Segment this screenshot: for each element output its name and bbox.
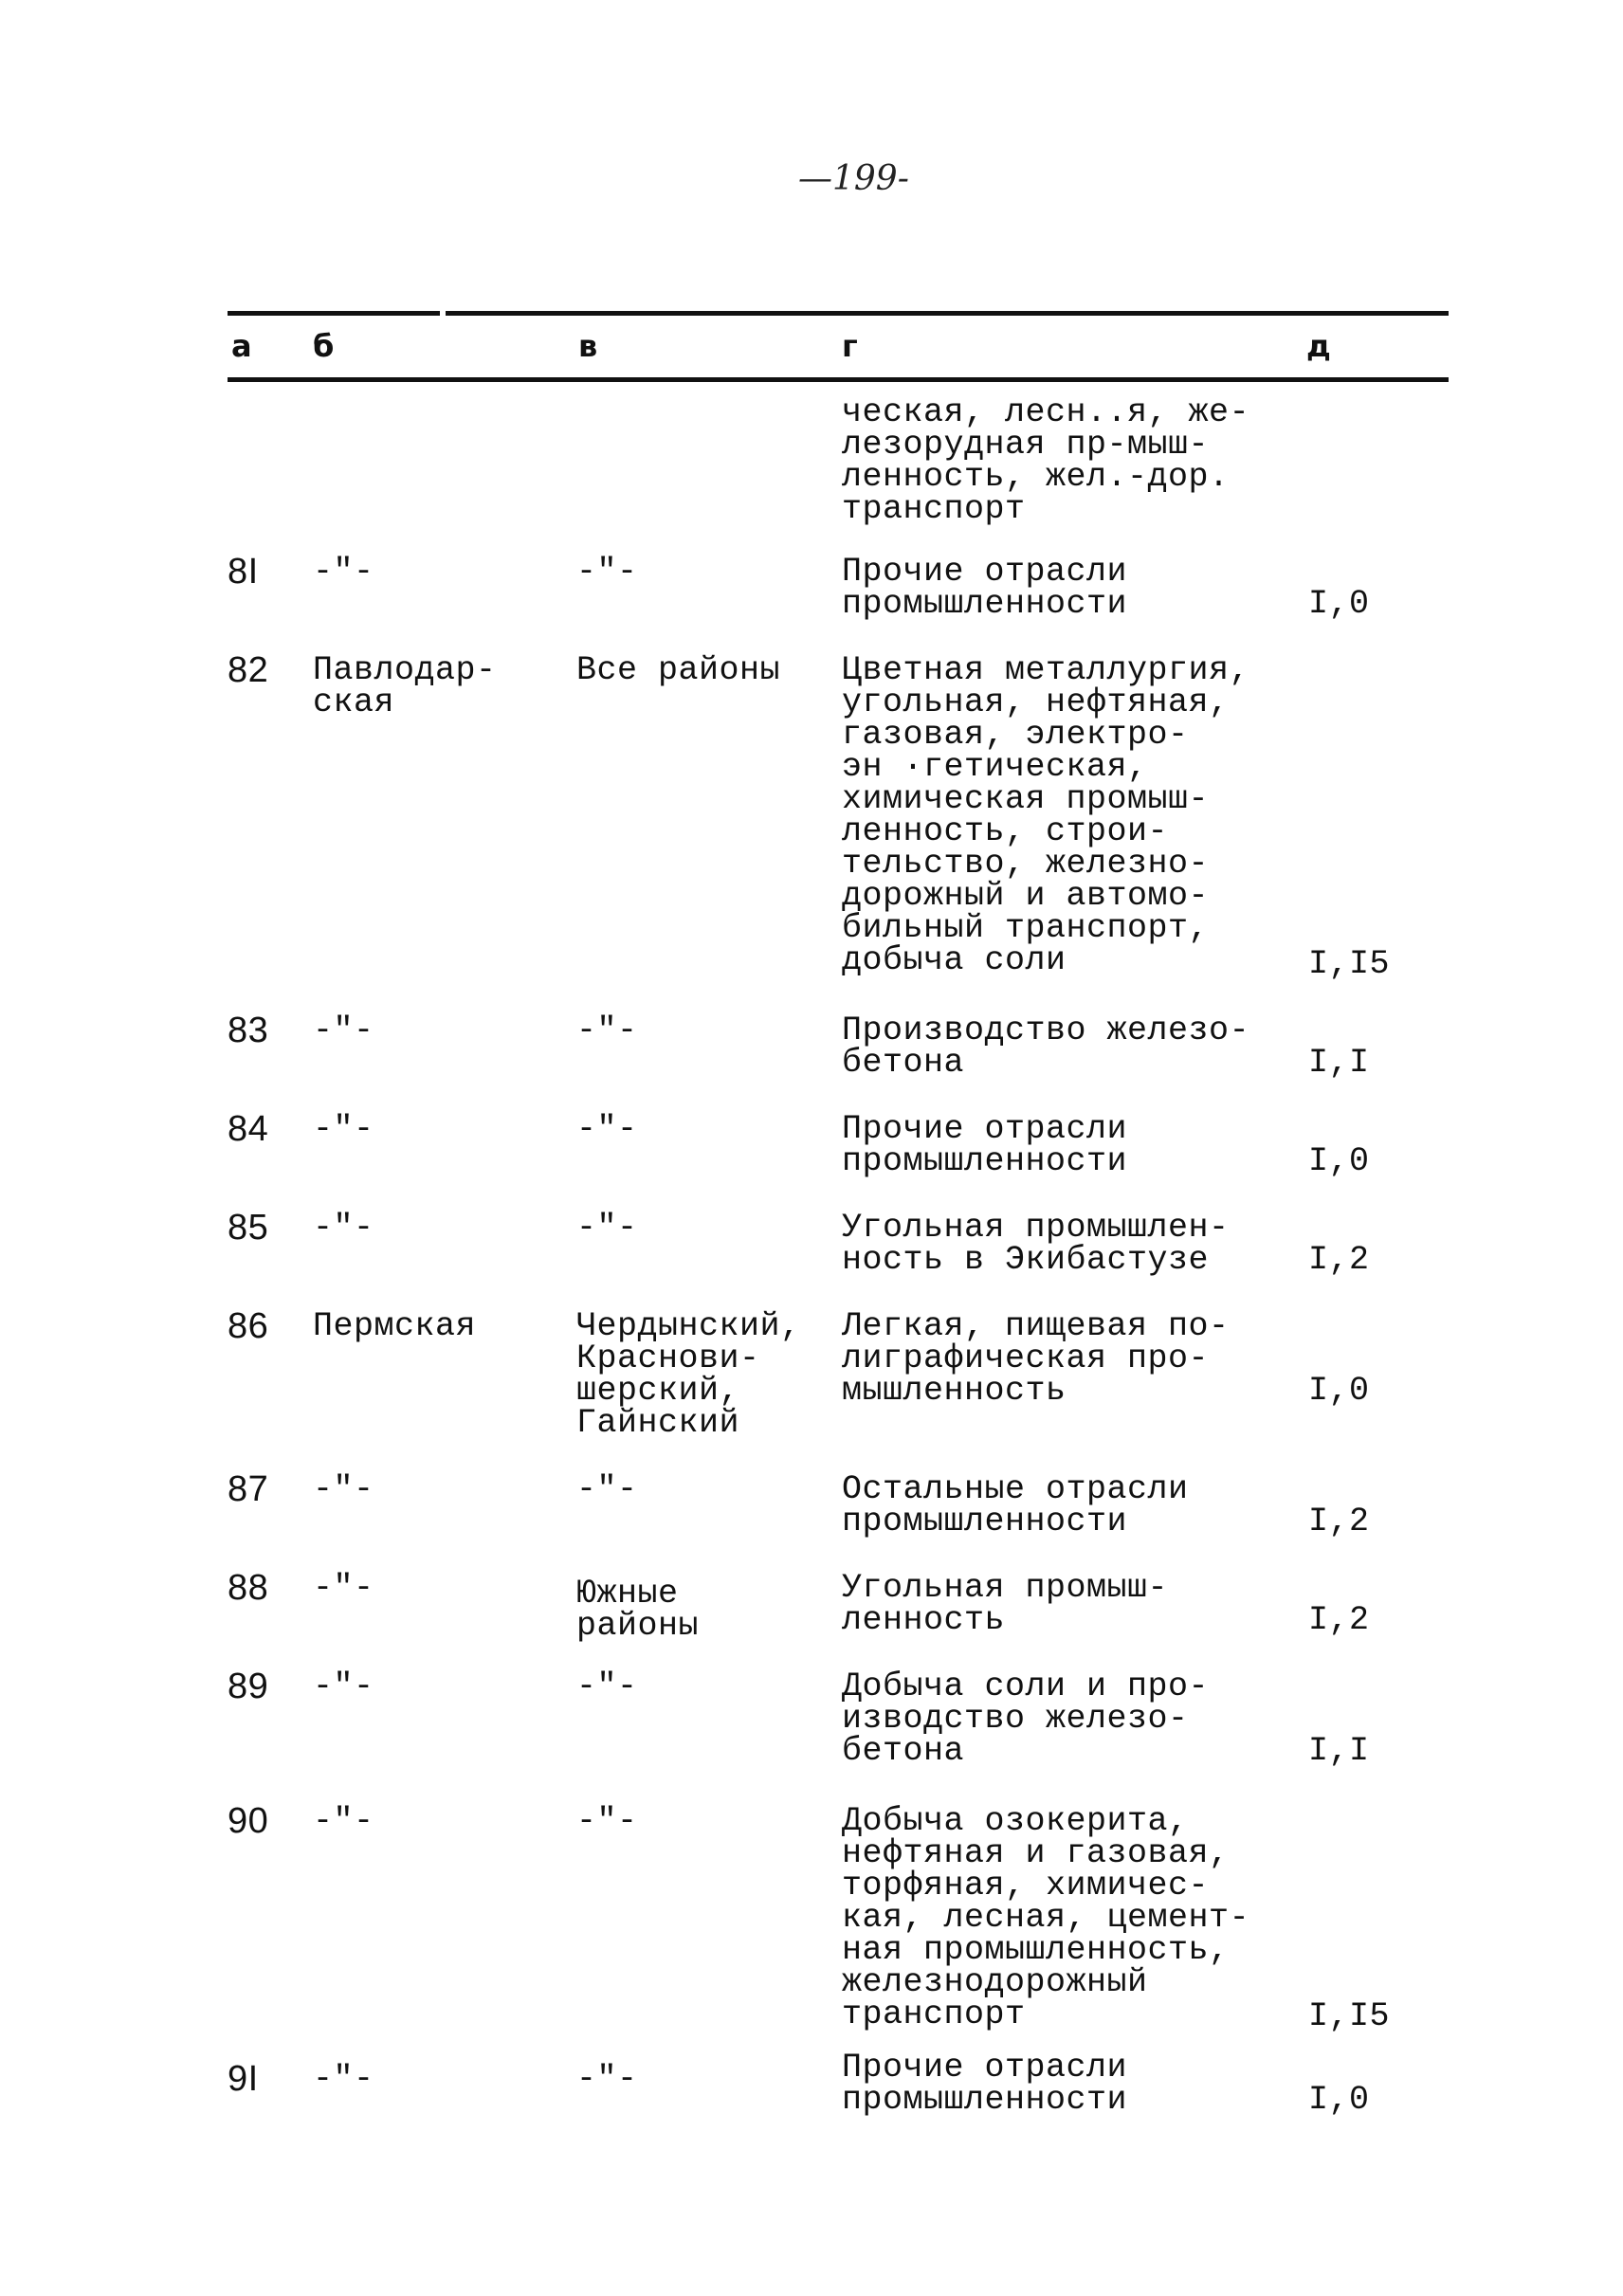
region-cell: -"- [313,1470,374,1508]
header-col-a: а [231,328,252,364]
row-number: 82 [228,650,269,690]
region-cell: Павлодар- ская [313,651,497,721]
header-col-d: д [1306,328,1331,364]
region-cell: -"- [313,2060,374,2098]
industry-cell: Легкая, пищевая по- лиграфическая про- мышленность [842,1307,1230,1410]
industry-cell: Добыча соли и про- изводство железо- бетона [842,1667,1210,1770]
industry-cell: Цветная металлургия, угольная, нефтяная, газовая, электро- эн ·гетическая, химическая промыш- ленность, строи- тельство, железно- дорожный и автомо- бильный транспорт, добыча соли [842,651,1250,979]
table-top-rule [228,311,440,316]
industry-cell: Остальные отрасли промышленности [842,1470,1189,1540]
coefficient-cell: I,2 [1308,1241,1370,1279]
header-col-g: г [842,328,858,364]
industry-cell: Производство железо- бетона [842,1011,1250,1082]
district-cell: -"- [576,1110,638,1148]
industry-cell: Прочие отрасли промышленности [842,2049,1128,2119]
row-number: 85 [228,1208,269,1248]
row-number: 87 [228,1469,269,1509]
district-cell: -"- [576,1209,638,1247]
region-cell: -"- [313,1802,374,1840]
coefficient-cell: I,0 [1308,1372,1370,1410]
district-cell: -"- [576,1667,638,1705]
continuation-text: ческая, лесн..я, же- лезорудная пр-мыш- ленность, жел.-дор. транспорт [842,393,1250,528]
row-number: 9I [228,2059,259,2099]
row-number: 84 [228,1109,269,1149]
district-cell: Южные районы [576,1575,700,1645]
district-cell: Все районы [576,651,781,689]
region-cell: -"- [313,553,374,591]
coefficient-cell: I,I5 [1308,945,1391,983]
district-cell: -"- [576,2060,638,2098]
page-number: —199- [798,159,909,198]
district-cell: -"- [576,1011,638,1049]
region-cell: -"- [313,1209,374,1247]
coefficient-cell: I,I [1308,1044,1370,1082]
row-number: 8I [228,552,259,592]
row-number: 86 [228,1306,269,1346]
district-cell: -"- [576,553,638,591]
row-number: 83 [228,1011,269,1050]
industry-cell: Прочие отрасли промышленности [842,1110,1128,1180]
district-cell: -"- [576,1470,638,1508]
region-cell: -"- [313,1011,374,1049]
coefficient-cell: I,0 [1308,585,1370,623]
region-cell: -"- [313,1569,374,1607]
row-number: 88 [228,1568,269,1608]
industry-cell: Прочие отрасли промышленности [842,553,1128,623]
row-number: 89 [228,1667,269,1706]
coefficient-cell: I,0 [1308,1142,1370,1180]
coefficient-cell: I,2 [1308,1503,1370,1540]
row-number: 90 [228,1801,269,1841]
region-cell: -"- [313,1110,374,1148]
header-col-b: б [313,328,335,364]
table-top-rule [446,311,1449,316]
region-cell: Пермская [313,1307,477,1345]
table-header-rule [228,377,1449,382]
coefficient-cell: I,I [1308,1732,1370,1770]
coefficient-cell: I,I5 [1308,1997,1391,2035]
region-cell: -"- [313,1667,374,1705]
industry-cell: Угольная промышлен- ность в Экибастузе [842,1209,1230,1279]
coefficient-cell: I,2 [1308,1601,1370,1639]
industry-cell: Угольная промыш- ленность [842,1569,1169,1639]
district-cell: -"- [576,1802,638,1840]
header-col-v: в [578,328,598,364]
district-cell: Чердынский, Краснови- шерский, Гайнский [576,1307,801,1442]
coefficient-cell: I,0 [1308,2081,1370,2119]
industry-cell: Добыча озокерита, нефтяная и газовая, торфяная, химичес- кая, лесная, цемент- ная промышленность, железнодорожный транспорт [842,1802,1250,2033]
